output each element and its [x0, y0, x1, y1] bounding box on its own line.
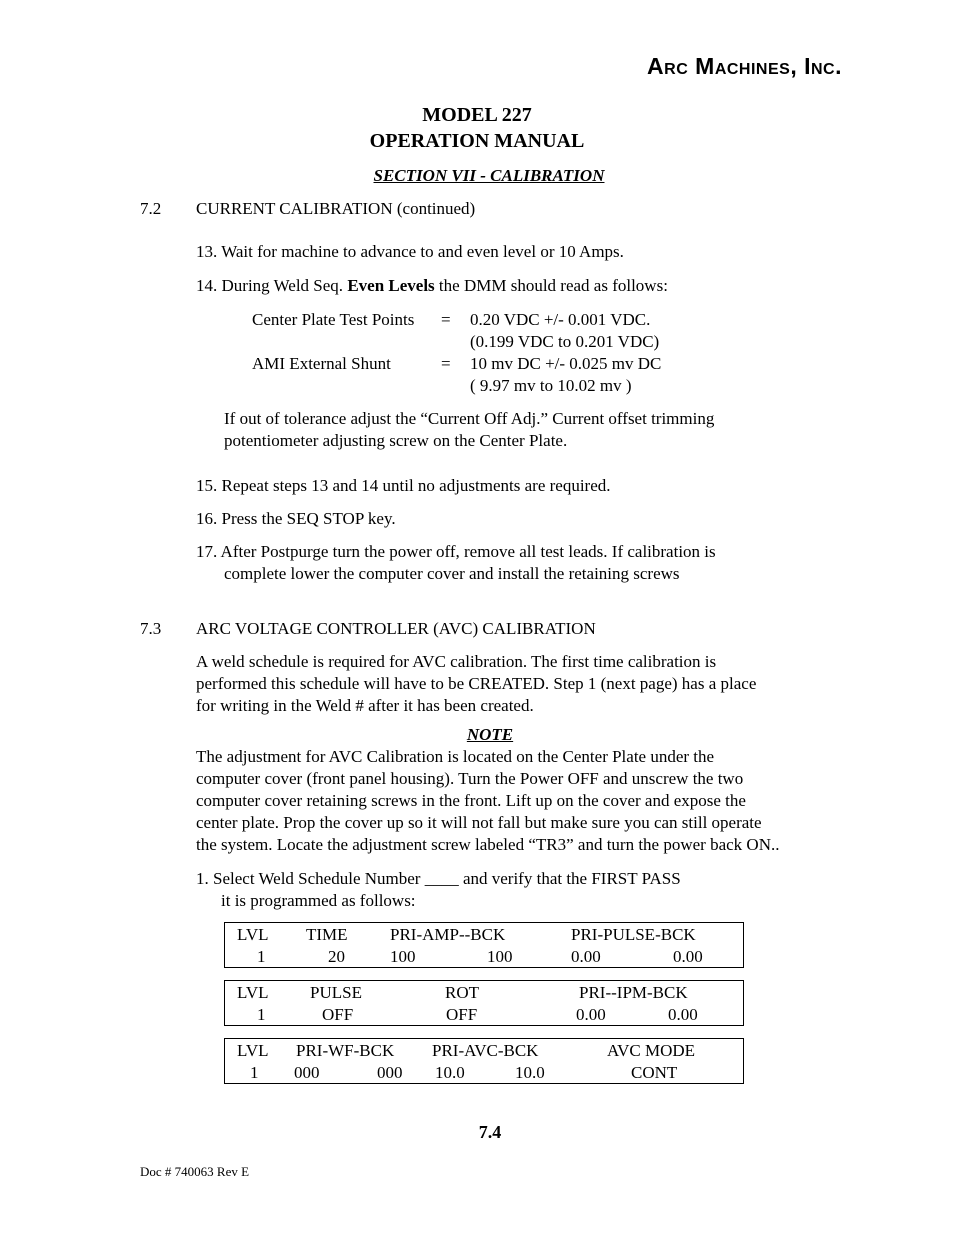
step-17-line-1: 17. After Postpurge turn the power off, remove all test leads. If calibration is	[196, 542, 716, 561]
table-2-value-ipm-pri: 0.00	[576, 1005, 606, 1024]
step-14-suffix: the DMM should read as follows:	[434, 276, 668, 295]
note-text-1: The adjustment for AVC Calibration is located on the Center Plate under the	[196, 747, 715, 766]
company-logo: Arc Machines, Inc.	[647, 53, 842, 79]
table-2-value-ipm-bck: 0.00	[668, 1005, 698, 1024]
avc-step-1-line-2: it is programmed as follows:	[221, 891, 416, 910]
schedule-table-3	[224, 1038, 744, 1084]
note-text-5: the system. Locate the adjustment screw labeled “TR3” and turn the power back ON..	[196, 835, 780, 854]
schedule-table-1	[224, 922, 744, 968]
page-number: 7.4	[478, 1122, 502, 1142]
reading-label-shunt: AMI External Shunt	[252, 354, 391, 373]
step-17-line-2: complete lower the computer cover and install the retaining screws	[224, 564, 680, 583]
section-number-7-3: 7.3	[140, 619, 162, 638]
step-14	[196, 275, 668, 297]
table-1-value-time: 20	[328, 947, 345, 966]
table-2-header-lvl: LVL	[237, 983, 269, 1002]
reading-value-shunt: 10 mv DC +/- 0.025 mv DC	[470, 354, 662, 373]
section-title: SECTION VII - CALIBRATION	[373, 166, 605, 185]
section-heading-7-3: ARC VOLTAGE CONTROLLER (AVC) CALIBRATION	[196, 619, 596, 638]
reading-equals-1: =	[441, 310, 451, 329]
table-3-value-mode: CONT	[631, 1063, 678, 1082]
table-3-value-wf-pri: 000	[294, 1063, 320, 1082]
avc-step-1-line-1: 1. Select Weld Schedule Number ____ and verify that the FIRST PASS	[196, 869, 681, 888]
step-14-bold: Even Levels	[347, 276, 435, 295]
reading-value-center-plate: 0.20 VDC +/- 0.001 VDC.	[470, 310, 651, 329]
step-16: 16. Press the SEQ STOP key.	[196, 509, 396, 528]
table-3-value-wf-bck: 000	[377, 1063, 403, 1082]
avc-intro-2: performed this schedule will have to be CREATED. Step 1 (next page) has a place	[196, 674, 757, 693]
manual-title-operation: OPERATION MANUAL	[369, 130, 585, 152]
table-2-value-pulse: OFF	[322, 1005, 354, 1024]
reading-range-center-plate: (0.199 VDC to 0.201 VDC)	[470, 332, 660, 351]
table-1-header-amp: PRI-AMP--BCK	[390, 925, 506, 944]
reading-label-center-plate: Center Plate Test Points	[252, 310, 415, 329]
table-2-value-rot: OFF	[446, 1005, 478, 1024]
note-label: NOTE	[466, 725, 514, 744]
schedule-table-2	[224, 980, 744, 1026]
table-1-value-amp-bck: 100	[487, 947, 513, 966]
note-text-4: center plate. Prop the cover up so it will not fall but make sure you can still operate	[196, 813, 762, 832]
table-1-value-lvl: 1	[257, 947, 266, 966]
avc-intro-1: A weld schedule is required for AVC calibration. The first time calibration is	[196, 652, 717, 671]
table-1-value-amp-pri: 100	[390, 947, 416, 966]
section-heading-7-2: CURRENT CALIBRATION (continued)	[196, 199, 476, 218]
table-2-header-ipm: PRI--IPM-BCK	[579, 983, 688, 1002]
table-3-value-avc-pri: 10.0	[435, 1063, 465, 1082]
tolerance-text-1: If out of tolerance adjust the “Current Off Adj.” Current offset trimming	[224, 409, 715, 428]
note-text-2: computer cover (front panel housing). Turn the Power OFF and unscrew the two	[196, 769, 744, 788]
table-1-value-pulse-pri: 0.00	[571, 947, 601, 966]
step-14-prefix: 14. During Weld Seq.	[196, 276, 348, 295]
document-number: Doc # 740063 Rev E	[140, 1164, 250, 1179]
table-3-header-wf: PRI-WF-BCK	[296, 1041, 395, 1060]
reading-equals-2: =	[441, 354, 451, 373]
table-2-header-rot: ROT	[445, 983, 479, 1002]
avc-intro-3: for writing in the Weld # after it has been created.	[196, 696, 534, 715]
step-13: 13. Wait for machine to advance to and even level or 10 Amps.	[196, 242, 624, 261]
table-3-header-lvl: LVL	[237, 1041, 269, 1060]
reading-range-shunt: ( 9.97 mv to 10.02 mv )	[470, 376, 632, 395]
table-1-header-lvl: LVL	[237, 925, 269, 944]
step-15: 15. Repeat steps 13 and 14 until no adjustments are required.	[196, 476, 611, 495]
table-1-header-time: TIME	[306, 925, 348, 944]
note-text-3: computer cover retaining screws in the front. Lift up on the cover and expose the	[196, 791, 746, 810]
tolerance-text-2: potentiometer adjusting screw on the Center Plate.	[224, 431, 568, 450]
section-number-7-2: 7.2	[140, 199, 162, 218]
table-1-value-pulse-bck: 0.00	[673, 947, 703, 966]
table-2-header-pulse: PULSE	[310, 983, 362, 1002]
table-2-value-lvl: 1	[257, 1005, 266, 1024]
manual-title-model: MODEL 227	[422, 104, 532, 126]
table-3-header-mode: AVC MODE	[607, 1041, 696, 1060]
table-3-value-avc-bck: 10.0	[515, 1063, 545, 1082]
table-1-header-pulse: PRI-PULSE-BCK	[571, 925, 696, 944]
table-3-header-avc: PRI-AVC-BCK	[432, 1041, 539, 1060]
table-3-value-lvl: 1	[250, 1063, 259, 1082]
